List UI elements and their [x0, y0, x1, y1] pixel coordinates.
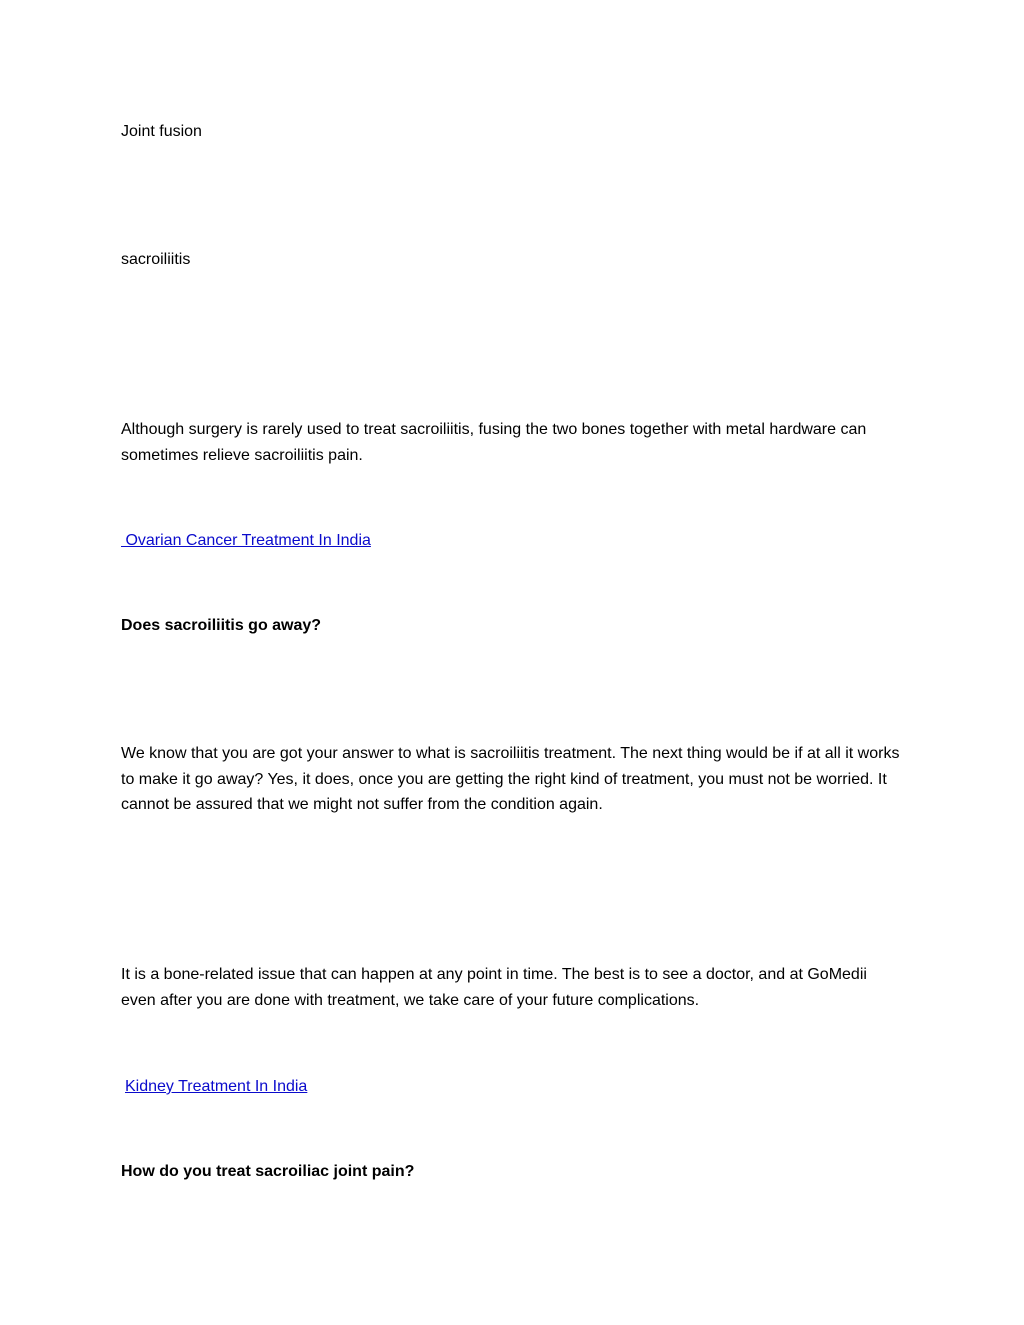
link-kidney-line [125, 1074, 910, 1100]
heading-joint-fusion: Joint fusion [121, 123, 202, 140]
paragraph-answer: We know that you are got your answer to what is sacroiliitis treatment. The next thing would be if at all it works to make it go away? Yes, it does, once you are getting the right kind of treatment, you must not be worried. It cannot be assured that we might not suffer from the condition again. [121, 745, 900, 813]
question-does-sacroiliitis-go-away: Does sacroiliitis go away? [121, 617, 322, 634]
term-sacroiliitis: sacroiliitis [121, 251, 191, 268]
question-how-treat-sacroiliac: How do you treat sacroiliac joint pain? [121, 1163, 415, 1180]
paragraph-bone-related: It is a bone-related issue that can happen at any point in time. The best is to see a doctor, and at GoMedii even after you are done with treatment, we take care of your future complications. [121, 966, 867, 1009]
link-ovarian-cancer-treatment[interactable]: Ovarian Cancer Treatment In India [121, 532, 371, 549]
paragraph-surgery: Although surgery is rarely used to treat sacroiliitis, fusing the two bones together with metal hardware can sometimes relieve sacroiliitis pain. [121, 421, 867, 464]
link-ovarian-line [121, 528, 906, 554]
link-kidney-treatment[interactable]: Kidney Treatment In India [125, 1078, 308, 1095]
